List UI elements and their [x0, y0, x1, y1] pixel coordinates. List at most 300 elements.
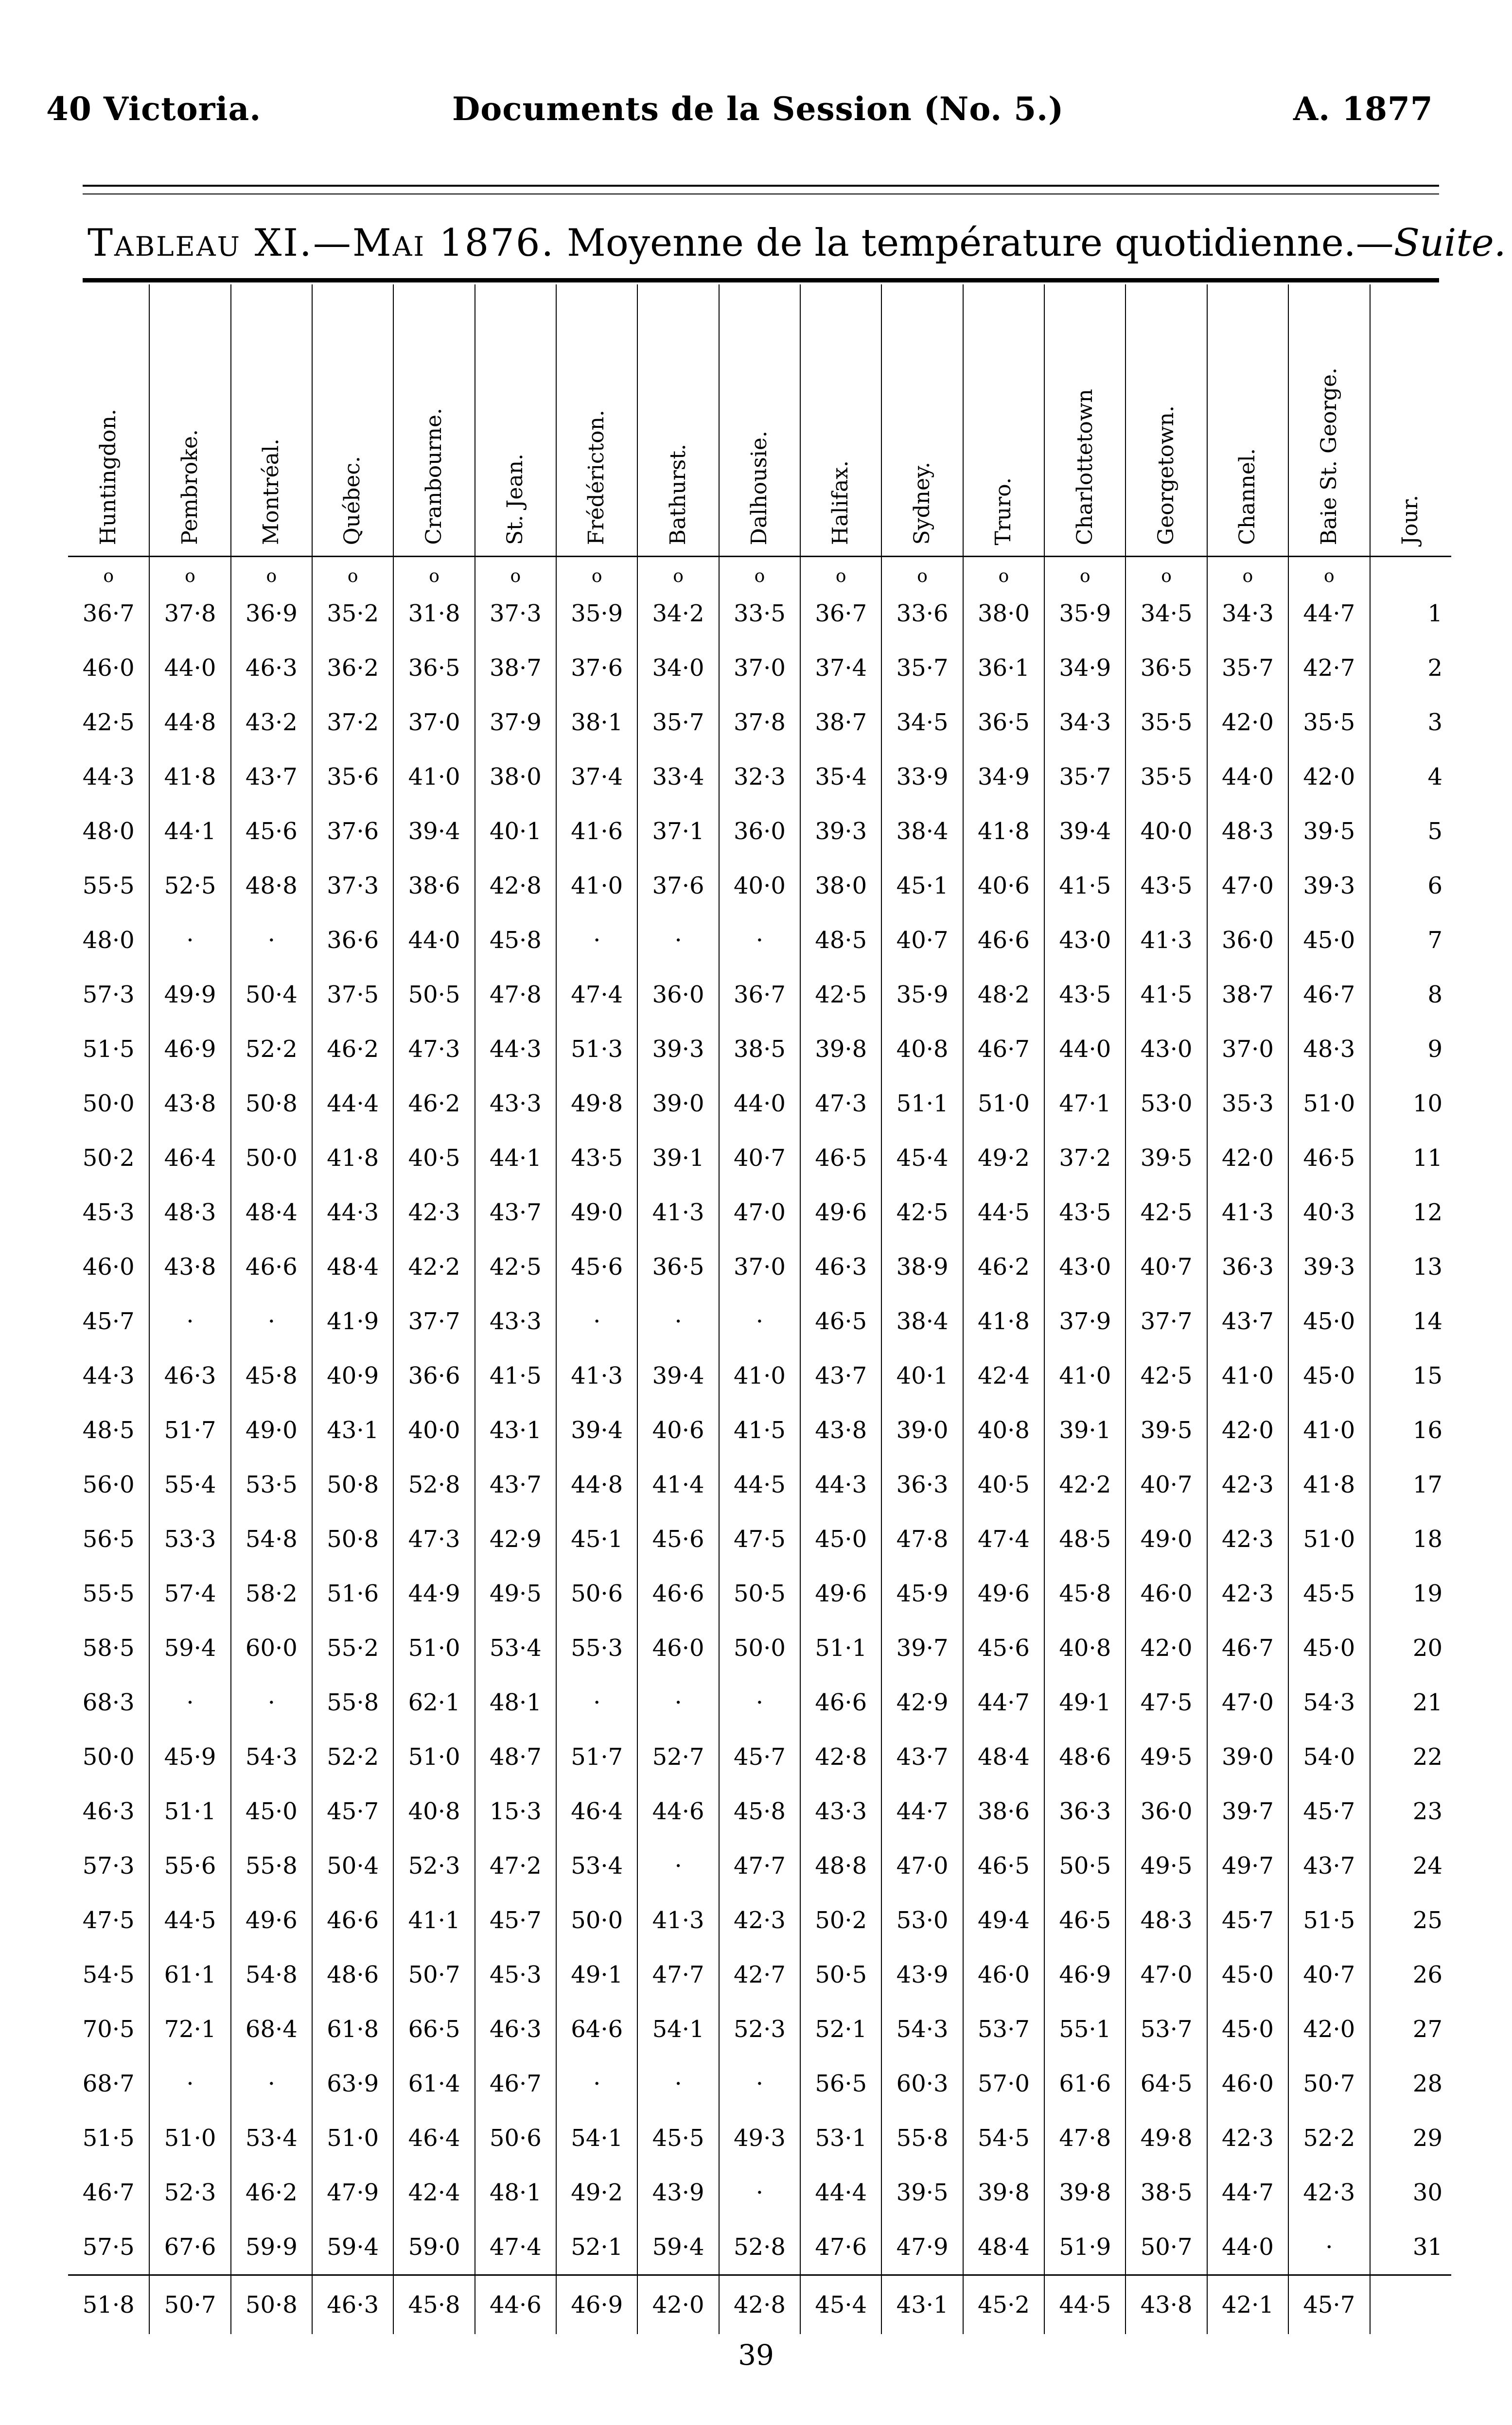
temperature-cell: 36·6: [393, 1349, 475, 1403]
temperature-cell: 61·8: [312, 2002, 393, 2056]
temperature-cell: 45·0: [231, 1784, 312, 1839]
temperature-cell: ·: [231, 913, 312, 967]
temperature-cell: 37·0: [719, 641, 800, 695]
temperature-cell: 40·7: [719, 1131, 800, 1185]
temperature-cell: 48·5: [1044, 1512, 1125, 1566]
temperature-cell: 45·3: [475, 1948, 556, 2002]
table-row: [68, 2002, 1451, 2056]
temperature-cell: 42·3: [1207, 1512, 1288, 1566]
temperature-cell: 39·4: [637, 1349, 719, 1403]
temperature-cell: 45·9: [149, 1730, 230, 1784]
column-header: [719, 284, 800, 557]
column-header: [1370, 284, 1452, 557]
column-header-label: Baie St. George.: [1316, 367, 1341, 545]
temperature-cell: 50·2: [82, 1144, 135, 1172]
degree-symbol: o: [1288, 557, 1370, 587]
temperature-cell: 50·0: [556, 1893, 637, 1948]
temperature-cell: 50·5: [719, 1566, 800, 1621]
temperature-cell: 41·5: [1125, 967, 1207, 1022]
temperature-cell: 57·3: [82, 981, 135, 1008]
temperature-cell: 43·3: [800, 1784, 881, 1839]
table-row: [68, 1730, 1451, 1784]
temperature-cell: 56·0: [82, 1471, 135, 1498]
temperature-cell: 45·7: [475, 1893, 556, 1948]
day-cell: 30: [1370, 2165, 1452, 2220]
temperature-cell: 41·8: [963, 804, 1044, 859]
temperature-cell: 43·3: [475, 1076, 556, 1131]
temperature-cell: ·: [231, 1294, 312, 1349]
day-cell: 25: [1370, 1893, 1452, 1948]
temperature-cell: 40·5: [963, 1458, 1044, 1512]
temperature-cell: 44·0: [1207, 2220, 1288, 2275]
temperature-cell: 52·8: [393, 1458, 475, 1512]
temperature-cell: 37·8: [149, 586, 230, 641]
temperature-cell: 44·3: [82, 1362, 135, 1389]
temperature-cell: 47·6: [800, 2220, 881, 2275]
temperature-cell: 41·5: [475, 1349, 556, 1403]
temperature-cell: ·: [556, 1675, 637, 1730]
temperature-cell: 37·3: [475, 586, 556, 641]
temperature-cell: 57·5: [82, 2233, 135, 2261]
temperature-cell: 36·9: [231, 586, 312, 641]
temperature-cell: 55·6: [149, 1839, 230, 1893]
temperature-cell: 40·8: [1044, 1621, 1125, 1675]
temperature-cell: 47·0: [719, 1185, 800, 1240]
temperature-cell: 35·9: [1044, 586, 1125, 641]
temperature-cell: 51·0: [1288, 1512, 1370, 1566]
temperature-table: [68, 284, 1451, 2334]
average-cell: 43·1: [881, 2275, 963, 2335]
column-header: [1125, 284, 1207, 557]
temperature-cell: 42·0: [1207, 1403, 1288, 1458]
temperature-cell: 41·0: [1044, 1349, 1125, 1403]
temperature-cell: ·: [149, 1675, 230, 1730]
temperature-cell: 46·7: [963, 1022, 1044, 1076]
table-row: [68, 1403, 1451, 1458]
temperature-cell: 48·7: [475, 1730, 556, 1784]
temperature-cell: 40·3: [1288, 1185, 1370, 1240]
temperature-cell: 52·2: [1288, 2111, 1370, 2165]
page-number: 39: [738, 2338, 774, 2372]
degree-symbol: o: [881, 557, 963, 587]
temperature-cell: ·: [231, 2056, 312, 2111]
degree-symbol: o: [556, 557, 637, 587]
temperature-cell: 35·4: [800, 750, 881, 804]
column-header-label: St. Jean.: [503, 453, 528, 545]
temperature-cell: 45·6: [637, 1512, 719, 1566]
temperature-cell: 36·5: [1125, 641, 1207, 695]
temperature-cell: 55·8: [231, 1839, 312, 1893]
temperature-cell: 35·9: [881, 967, 963, 1022]
temperature-cell: 43·0: [1044, 913, 1125, 967]
temperature-cell: 41·8: [1288, 1458, 1370, 1512]
temperature-cell: 45·3: [82, 1199, 135, 1226]
temperature-cell: 55·8: [881, 2111, 963, 2165]
temperature-cell: 42·0: [1125, 1621, 1207, 1675]
temperature-cell: 40·7: [1125, 1240, 1207, 1294]
day-cell: 1: [1370, 586, 1452, 641]
temperature-cell: 48·4: [312, 1240, 393, 1294]
temperature-cell: 34·5: [1125, 586, 1207, 641]
average-row: [68, 2275, 1451, 2335]
temperature-cell: 42·3: [1207, 1458, 1288, 1512]
temperature-cell: 47·4: [556, 967, 637, 1022]
temperature-cell: 49·5: [1125, 1730, 1207, 1784]
temperature-cell: 37·9: [1044, 1294, 1125, 1349]
temperature-cell: 38·4: [881, 804, 963, 859]
column-header: [1288, 284, 1370, 557]
temperature-cell: 54·3: [1288, 1675, 1370, 1730]
temperature-cell: 44·5: [719, 1458, 800, 1512]
temperature-cell: 62·1: [393, 1675, 475, 1730]
temperature-cell: 52·8: [719, 2220, 800, 2275]
temperature-cell: 50·0: [82, 1090, 135, 1117]
temperature-cell: 51·7: [149, 1403, 230, 1458]
temperature-cell: 44·8: [556, 1458, 637, 1512]
temperature-cell: 46·5: [963, 1839, 1044, 1893]
temperature-cell: 41·5: [719, 1403, 800, 1458]
header-rule-top: [83, 185, 1439, 187]
temperature-cell: 41·8: [149, 750, 230, 804]
day-cell: 28: [1370, 2056, 1452, 2111]
temperature-cell: 46·0: [963, 1948, 1044, 2002]
temperature-cell: 36·0: [1207, 913, 1288, 967]
day-cell: 26: [1370, 1948, 1452, 2002]
column-header-label: Channel.: [1235, 448, 1260, 545]
temperature-cell: 50·4: [231, 967, 312, 1022]
temperature-cell: 41·5: [1044, 859, 1125, 913]
temperature-cell: 45·8: [1044, 1566, 1125, 1621]
temperature-cell: 39·8: [800, 1022, 881, 1076]
temperature-cell: 53·0: [1125, 1076, 1207, 1131]
temperature-cell: 45·7: [1288, 1784, 1370, 1839]
day-cell: 8: [1370, 967, 1452, 1022]
temperature-cell: 43·8: [800, 1403, 881, 1458]
column-header-label: Jour.: [1398, 495, 1423, 545]
temperature-cell: 46·0: [82, 654, 135, 682]
temperature-cell: 34·0: [637, 641, 719, 695]
temperature-cell: 43·2: [231, 695, 312, 750]
temperature-cell: 42·3: [1288, 2165, 1370, 2220]
temperature-cell: 45·6: [963, 1621, 1044, 1675]
temperature-cell: 46·6: [963, 913, 1044, 967]
table-row: [68, 1784, 1451, 1839]
temperature-cell: 46·3: [475, 2002, 556, 2056]
temperature-cell: 47·0: [1207, 1675, 1288, 1730]
table-row: [68, 1621, 1451, 1675]
temperature-cell: 36·7: [800, 586, 881, 641]
temperature-cell: 40·8: [963, 1403, 1044, 1458]
temperature-cell: 47·3: [800, 1076, 881, 1131]
temperature-cell: 61·6: [1044, 2056, 1125, 2111]
temperature-cell: 54·1: [556, 2111, 637, 2165]
temperature-cell: 58·2: [231, 1566, 312, 1621]
temperature-cell: 39·5: [1125, 1403, 1207, 1458]
temperature-cell: 49·8: [556, 1076, 637, 1131]
temperature-cell: 45·0: [1288, 1349, 1370, 1403]
temperature-cell: 45·1: [556, 1512, 637, 1566]
temperature-cell: 37·9: [475, 695, 556, 750]
temperature-cell: 33·4: [637, 750, 719, 804]
temperature-cell: 45·0: [1207, 2002, 1288, 2056]
temperature-cell: 43·7: [881, 1730, 963, 1784]
temperature-cell: 46·0: [1125, 1566, 1207, 1621]
temperature-cell: 43·0: [1044, 1240, 1125, 1294]
temperature-cell: 44·7: [963, 1675, 1044, 1730]
temperature-cell: 37·4: [800, 641, 881, 695]
column-header-label: Pembroke.: [177, 429, 202, 545]
temperature-cell: 46·4: [393, 2111, 475, 2165]
temperature-cell: 60·3: [881, 2056, 963, 2111]
table-row: [68, 695, 1451, 750]
temperature-cell: 54·5: [82, 1961, 135, 1988]
temperature-cell: 36·0: [637, 967, 719, 1022]
temperature-cell: 45·0: [800, 1512, 881, 1566]
temperature-cell: 39·3: [1288, 859, 1370, 913]
column-header: [800, 284, 881, 557]
degree-symbol: [1370, 557, 1452, 587]
temperature-cell: 50·7: [1288, 2056, 1370, 2111]
average-cell: 43·8: [1125, 2275, 1207, 2335]
temperature-cell: ·: [1288, 2220, 1370, 2275]
temperature-cell: 42·4: [963, 1349, 1044, 1403]
temperature-cell: 45·7: [312, 1784, 393, 1839]
table-row: [68, 1294, 1451, 1349]
average-cell: 42·1: [1207, 2275, 1288, 2335]
temperature-cell: 48·1: [475, 1675, 556, 1730]
temperature-cell: 42·3: [1207, 2111, 1288, 2165]
temperature-cell: 39·1: [637, 1131, 719, 1185]
temperature-cell: 57·3: [82, 1852, 135, 1880]
temperature-cell: ·: [719, 913, 800, 967]
temperature-cell: 35·5: [1125, 695, 1207, 750]
temperature-cell: 49·0: [1125, 1512, 1207, 1566]
table-header-row: [68, 284, 1451, 557]
temperature-cell: 42·9: [881, 1675, 963, 1730]
temperature-cell: 51·0: [312, 2111, 393, 2165]
temperature-cell: 51·7: [556, 1730, 637, 1784]
temperature-cell: 61·4: [393, 2056, 475, 2111]
temperature-cell: 33·9: [881, 750, 963, 804]
temperature-cell: 40·8: [881, 1022, 963, 1076]
table-row: [68, 2165, 1451, 2220]
temperature-cell: 55·4: [149, 1458, 230, 1512]
temperature-cell: 34·9: [963, 750, 1044, 804]
temperature-cell: 45·7: [82, 1308, 135, 1335]
temperature-cell: 59·9: [231, 2220, 312, 2275]
temperature-cell: 47·0: [881, 1839, 963, 1893]
degree-symbol: o: [475, 557, 556, 587]
temperature-cell: 52·1: [556, 2220, 637, 2275]
average-cell: 45·7: [1288, 2275, 1370, 2335]
average-cell: 50·7: [149, 2275, 230, 2335]
temperature-cell: 44·7: [881, 1784, 963, 1839]
temperature-cell: 46·3: [231, 641, 312, 695]
temperature-cell: 51·0: [1288, 1076, 1370, 1131]
average-cell: 46·9: [556, 2275, 637, 2335]
temperature-cell: 48·5: [800, 913, 881, 967]
temperature-cell: 41·8: [963, 1294, 1044, 1349]
temperature-cell: 45·6: [231, 804, 312, 859]
temperature-cell: 45·0: [1288, 1621, 1370, 1675]
temperature-cell: 45·5: [1288, 1566, 1370, 1621]
table-subtitle-continued: Suite.: [1393, 221, 1506, 265]
temperature-cell: 51·5: [82, 2125, 135, 2152]
temperature-cell: 35·9: [556, 586, 637, 641]
temperature-cell: 51·1: [881, 1076, 963, 1131]
temperature-cell: 55·8: [312, 1675, 393, 1730]
temperature-cell: 53·5: [231, 1458, 312, 1512]
temperature-cell: 41·1: [393, 1893, 475, 1948]
temperature-cell: 49·1: [1044, 1675, 1125, 1730]
temperature-cell: 43·7: [475, 1185, 556, 1240]
temperature-cell: 38·7: [1207, 967, 1288, 1022]
temperature-cell: ·: [149, 913, 230, 967]
temperature-cell: 48·0: [82, 818, 135, 845]
table-row: [68, 1458, 1451, 1512]
temperature-cell: 45·5: [637, 2111, 719, 2165]
temperature-cell: 46·6: [312, 1893, 393, 1948]
temperature-cell: 41·4: [637, 1458, 719, 1512]
temperature-cell: 34·3: [1044, 695, 1125, 750]
temperature-cell: 52·7: [637, 1730, 719, 1784]
temperature-cell: 44·5: [963, 1185, 1044, 1240]
temperature-cell: 43·7: [800, 1349, 881, 1403]
temperature-cell: 50·0: [231, 1131, 312, 1185]
temperature-cell: 46·5: [800, 1294, 881, 1349]
temperature-cell: 36·5: [393, 641, 475, 695]
temperature-cell: 50·4: [312, 1839, 393, 1893]
temperature-cell: 41·3: [1125, 913, 1207, 967]
temperature-cell: 51·1: [149, 1784, 230, 1839]
column-header: [881, 284, 963, 557]
temperature-cell: 37·6: [556, 641, 637, 695]
temperature-cell: 37·0: [719, 1240, 800, 1294]
table-row: [68, 913, 1451, 967]
temperature-cell: 40·7: [881, 913, 963, 967]
table-row: [68, 1675, 1451, 1730]
temperature-cell: ·: [637, 1675, 719, 1730]
temperature-cell: 49·4: [963, 1893, 1044, 1948]
temperature-cell: 49·3: [719, 2111, 800, 2165]
temperature-cell: 35·6: [312, 750, 393, 804]
temperature-cell: 54·8: [231, 1948, 312, 2002]
temperature-cell: 41·0: [556, 859, 637, 913]
temperature-cell: 35·7: [881, 641, 963, 695]
temperature-cell: 42·0: [1207, 695, 1288, 750]
temperature-cell: 39·0: [637, 1076, 719, 1131]
temperature-cell: 41·3: [556, 1349, 637, 1403]
temperature-cell: 39·3: [637, 1022, 719, 1076]
column-header: [1207, 284, 1288, 557]
temperature-cell: 36·5: [963, 695, 1044, 750]
temperature-cell: 41·8: [312, 1131, 393, 1185]
temperature-cell: 51·0: [393, 1621, 475, 1675]
temperature-cell: 39·7: [881, 1621, 963, 1675]
temperature-cell: 49·0: [556, 1185, 637, 1240]
temperature-cell: 38·7: [475, 641, 556, 695]
temperature-cell: 48·2: [963, 967, 1044, 1022]
temperature-cell: 48·4: [231, 1185, 312, 1240]
table-row: [68, 750, 1451, 804]
table-label: Tableau XI.—Mai 1876.: [88, 221, 555, 265]
temperature-cell: 42·8: [475, 859, 556, 913]
temperature-cell: 51·5: [1288, 1893, 1370, 1948]
temperature-cell: 50·2: [800, 1893, 881, 1948]
day-cell: 18: [1370, 1512, 1452, 1566]
temperature-cell: ·: [231, 1675, 312, 1730]
temperature-cell: 46·2: [231, 2165, 312, 2220]
temperature-cell: 44·0: [149, 641, 230, 695]
column-header-label: Cranbourne.: [421, 408, 446, 545]
temperature-cell: 44·1: [475, 1131, 556, 1185]
temperature-cell: 50·7: [393, 1948, 475, 2002]
temperature-cell: 52·2: [312, 1730, 393, 1784]
temperature-cell: 51·0: [393, 1730, 475, 1784]
temperature-cell: 43·7: [475, 1458, 556, 1512]
temperature-cell: 44·0: [393, 913, 475, 967]
column-header: [231, 284, 312, 557]
degree-symbol: o: [393, 557, 475, 587]
temperature-cell: 47·8: [1044, 2111, 1125, 2165]
temperature-cell: 44·7: [1207, 2165, 1288, 2220]
temperature-cell: 43·8: [149, 1076, 230, 1131]
temperature-cell: ·: [556, 1294, 637, 1349]
day-cell: 12: [1370, 1185, 1452, 1240]
temperature-cell: 45·0: [1207, 1948, 1288, 2002]
temperature-cell: 42·2: [393, 1240, 475, 1294]
day-cell: 5: [1370, 804, 1452, 859]
temperature-cell: 64·6: [556, 2002, 637, 2056]
temperature-cell: 43·7: [1207, 1294, 1288, 1349]
temperature-cell: 35·5: [1125, 750, 1207, 804]
temperature-cell: 44·0: [719, 1076, 800, 1131]
temperature-cell: 35·3: [1207, 1076, 1288, 1131]
temperature-cell: 46·5: [1288, 1131, 1370, 1185]
temperature-cell: 34·9: [1044, 641, 1125, 695]
degree-symbol: o: [312, 557, 393, 587]
temperature-cell: 46·3: [149, 1349, 230, 1403]
header-year: A. 1877: [1293, 90, 1433, 128]
temperature-cell: 44·3: [800, 1458, 881, 1512]
temperature-cell: 47·3: [393, 1022, 475, 1076]
table-row: [68, 1349, 1451, 1403]
temperature-cell: 50·8: [312, 1512, 393, 1566]
temperature-cell: 37·7: [393, 1294, 475, 1349]
temperature-cell: 49·2: [963, 1131, 1044, 1185]
temperature-cell: 53·0: [881, 1893, 963, 1948]
temperature-cell: 53·4: [231, 2111, 312, 2165]
day-cell: 4: [1370, 750, 1452, 804]
temperature-cell: 44·3: [82, 763, 135, 791]
temperature-cell: 36·0: [719, 804, 800, 859]
temperature-cell: 37·6: [637, 859, 719, 913]
day-cell: 2: [1370, 641, 1452, 695]
column-header: [637, 284, 719, 557]
temperature-cell: 49·6: [963, 1566, 1044, 1621]
temperature-cell: 38·0: [800, 859, 881, 913]
temperature-cell: 47·8: [881, 1512, 963, 1566]
temperature-cell: 34·2: [637, 586, 719, 641]
day-cell: 17: [1370, 1458, 1452, 1512]
temperature-cell: 56·5: [800, 2056, 881, 2111]
temperature-cell: 51·9: [1044, 2220, 1125, 2275]
temperature-cell: 47·5: [82, 1907, 135, 1934]
temperature-cell: 42·7: [1288, 641, 1370, 695]
temperature-cell: 39·0: [1207, 1730, 1288, 1784]
temperature-cell: 59·0: [393, 2220, 475, 2275]
table-row: [68, 859, 1451, 913]
